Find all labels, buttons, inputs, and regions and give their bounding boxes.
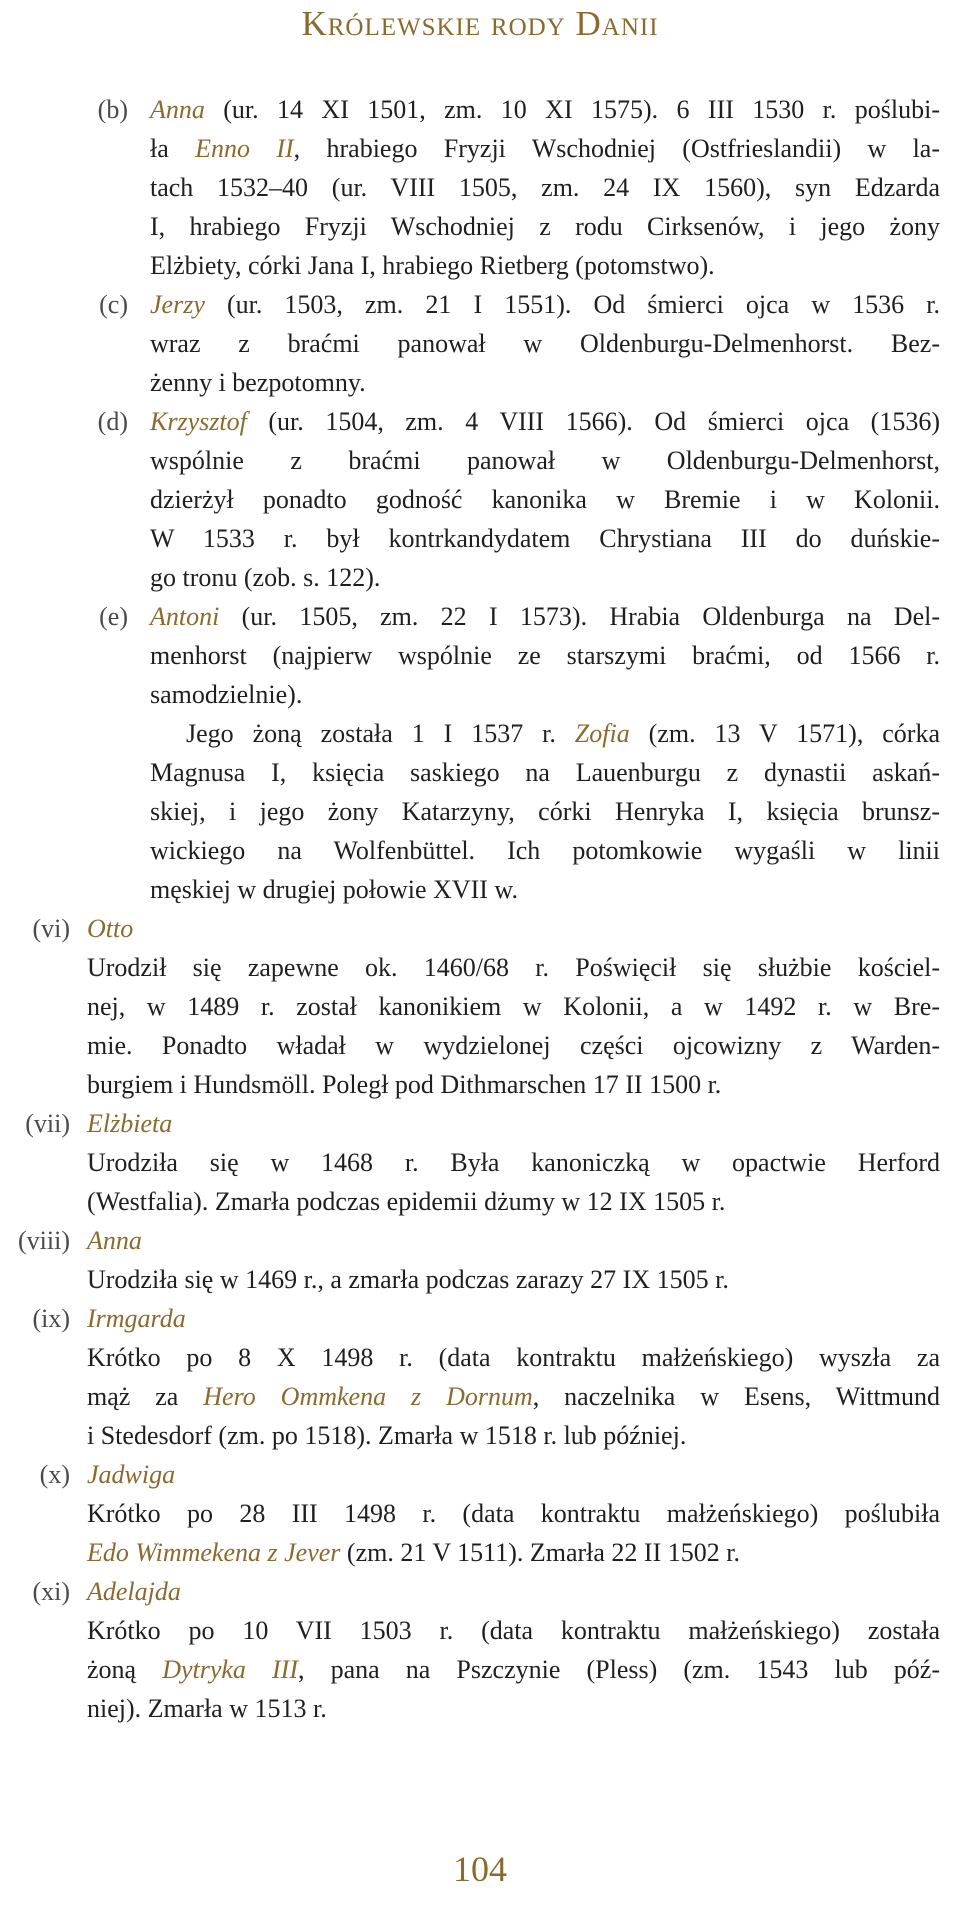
entry-heading [87, 1577, 940, 1607]
text-run: , naczelnika w Esens, Wittmund [532, 1382, 940, 1411]
text-run: W 1533 r. był kontrkandydatem Chrystiana III do duńskie- [150, 524, 940, 553]
text-run: go tronu (zob. s. 122). [150, 563, 381, 592]
text-line [150, 134, 940, 164]
text-line [87, 1070, 940, 1100]
person-name: Jerzy [150, 290, 205, 319]
text-line [150, 797, 940, 827]
text-line [150, 407, 940, 437]
text-line [87, 1694, 940, 1724]
text-line [150, 329, 940, 359]
text-run: i Stedesdorf (zm. po 1518). Zmarła w 1518 r. lub później. [87, 1421, 687, 1450]
text-run: Krótko po 8 X 1498 r. (data kontraktu małżeńskiego) wyszła za [87, 1343, 940, 1372]
entry-label: (c) [99, 290, 128, 319]
text-run: Urodziła się w 1469 r., a zmarła podczas zarazy 27 IX 1505 r. [87, 1265, 729, 1294]
text-run: Magnusa I, księcia saskiego na Lauenburgu z dynastii askań- [150, 758, 940, 787]
text-run: wraz z braćmi panował w Oldenburgu-Delmenhorst. Bez- [150, 329, 940, 358]
text-line [150, 641, 940, 671]
text-run: (Westfalia). Zmarła podczas epidemii dżumy w 12 IX 1505 r. [87, 1187, 726, 1216]
text-run: mie. Ponadto władał w wydzielonej części ojcowizny z Warden- [87, 1031, 940, 1060]
text-run: żoną [87, 1655, 163, 1684]
text-run: Krótko po 10 VII 1503 r. (data kontraktu małżeńskiego) została [87, 1616, 940, 1645]
text-line [87, 1187, 940, 1217]
person-name: Irmgarda [87, 1304, 186, 1333]
person-name: Adelajda [87, 1577, 181, 1606]
text-run: (ur. 1503, zm. 21 I 1551). Od śmierci ojca w 1536 r. [204, 290, 940, 319]
text-run: ła [150, 134, 196, 163]
text-run: skiej, i jego żony Katarzyny, córki Henryka I, księcia brunsz- [150, 797, 940, 826]
text-run: Jego żoną została 1 I 1537 r. [186, 719, 575, 748]
text-line [87, 1031, 940, 1061]
person-name: Enno II [195, 134, 294, 163]
text-line [150, 251, 940, 281]
text-run: Krótko po 28 III 1498 r. (data kontraktu małżeńskiego) poślubiła [87, 1499, 940, 1528]
text-line [150, 212, 940, 242]
text-line [87, 1382, 940, 1412]
text-line [87, 1538, 940, 1568]
text-line [87, 992, 940, 1022]
text-run: Urodził się zapewne ok. 1460/68 r. Poświęcił się służbie kościel- [87, 953, 940, 982]
text-run: (ur. 1504, zm. 4 VIII 1566). Od śmierci ojca (1536) [246, 407, 940, 436]
person-name: Antoni [150, 602, 220, 631]
text-line [87, 1499, 940, 1529]
entry-heading [87, 1460, 940, 1490]
text-run: , pana na Pszczynie (Pless) (zm. 1543 lub póź- [298, 1655, 940, 1684]
text-line [87, 1421, 940, 1451]
text-line [150, 836, 940, 866]
text-run: Elżbiety, córki Jana I, hrabiego Rietberg (potomstwo). [150, 251, 715, 280]
text-run: I, hrabiego Fryzji Wschodniej z rodu Cirksenów, i jego żony [150, 212, 940, 241]
text-run: dzierżył ponadto godność kanonika w Bremie i w Kolonii. [150, 485, 940, 514]
text-run: (ur. 14 XI 1501, zm. 10 XI 1575). 6 III 1530 r. poślubi- [204, 95, 940, 124]
person-name: Jadwiga [87, 1460, 176, 1489]
text-line [87, 1148, 940, 1178]
text-run: żenny i bezpotomny. [150, 368, 366, 397]
text-line [150, 875, 940, 905]
person-name: Zofia [574, 719, 630, 748]
text-run: niej). Zmarła w 1513 r. [87, 1694, 327, 1723]
person-name: Dytryka III [162, 1655, 298, 1684]
text-line [150, 173, 940, 203]
entry-label: (b) [97, 95, 128, 124]
entry-heading [87, 914, 940, 944]
person-name: Krzysztof [150, 407, 247, 436]
text-run: wickiego na Wolfenbüttel. Ich potomkowie wygaśli w linii [150, 836, 940, 865]
running-title: Królewskie rody Danii [301, 4, 659, 43]
text-run: , hrabiego Fryzji Wschodniej (Ostfrieslandii) w la- [293, 134, 941, 163]
text-run: samodzielnie). [150, 680, 303, 709]
entry-label: (xi) [32, 1577, 70, 1606]
person-name: Edo Wimmekena z Jever [87, 1538, 341, 1567]
entry-label: (viii) [18, 1226, 70, 1255]
text-line [150, 563, 940, 593]
person-name: Hero Ommkena z Dornum [203, 1382, 533, 1411]
text-run: Urodziła się w 1468 r. Była kanoniczką w opactwie Herford [87, 1148, 940, 1177]
entry-label: (x) [39, 1460, 70, 1489]
text-line [87, 953, 940, 983]
text-run: (ur. 1505, zm. 22 I 1573). Hrabia Oldenburga na Del- [219, 602, 940, 631]
text-run: męskiej w drugiej połowie XVII w. [150, 875, 519, 904]
text-run: (zm. 13 V 1571), córka [629, 719, 941, 748]
person-name: Anna [150, 95, 205, 124]
text-line [87, 1616, 940, 1646]
text-run: tach 1532–40 (ur. VIII 1505, zm. 24 IX 1560), syn Edzarda [150, 173, 940, 202]
text-line [150, 485, 940, 515]
text-line [150, 758, 940, 788]
entry-label: (vii) [25, 1109, 70, 1138]
text-line [150, 95, 940, 125]
text-line [150, 719, 940, 749]
text-line [87, 1655, 940, 1685]
text-line [87, 1343, 940, 1373]
entry-label: (d) [97, 407, 128, 436]
person-name: Elżbieta [87, 1109, 173, 1138]
text-run: menhorst (najpierw wspólnie ze starszymi braćmi, od 1566 r. [150, 641, 940, 670]
text-run: wspólnie z braćmi panował w Oldenburgu-Delmenhorst, [150, 446, 940, 475]
entry-label: (ix) [32, 1304, 70, 1333]
text-run: (zm. 21 V 1511). Zmarła 22 II 1502 r. [340, 1538, 740, 1567]
text-line [150, 680, 940, 710]
person-name: Otto [87, 914, 134, 943]
entry-label: (vi) [32, 914, 70, 943]
text-line [150, 368, 940, 398]
text-run: burgiem i Hundsmöll. Poległ pod Dithmarschen 17 II 1500 r. [87, 1070, 722, 1099]
text-line [87, 1265, 940, 1295]
text-line [150, 290, 940, 320]
person-name: Anna [87, 1226, 142, 1255]
entry-heading [87, 1109, 940, 1139]
text-line [150, 602, 940, 632]
entry-label: (e) [99, 602, 128, 631]
text-line [150, 524, 940, 554]
entry-heading [87, 1304, 940, 1334]
text-run: nej, w 1489 r. został kanonikiem w Kolonii, a w 1492 r. w Bre- [87, 992, 940, 1021]
page-number: 104 [453, 1849, 507, 1889]
entry-heading [87, 1226, 940, 1256]
text-run: mąż za [87, 1382, 204, 1411]
text-line [150, 446, 940, 476]
